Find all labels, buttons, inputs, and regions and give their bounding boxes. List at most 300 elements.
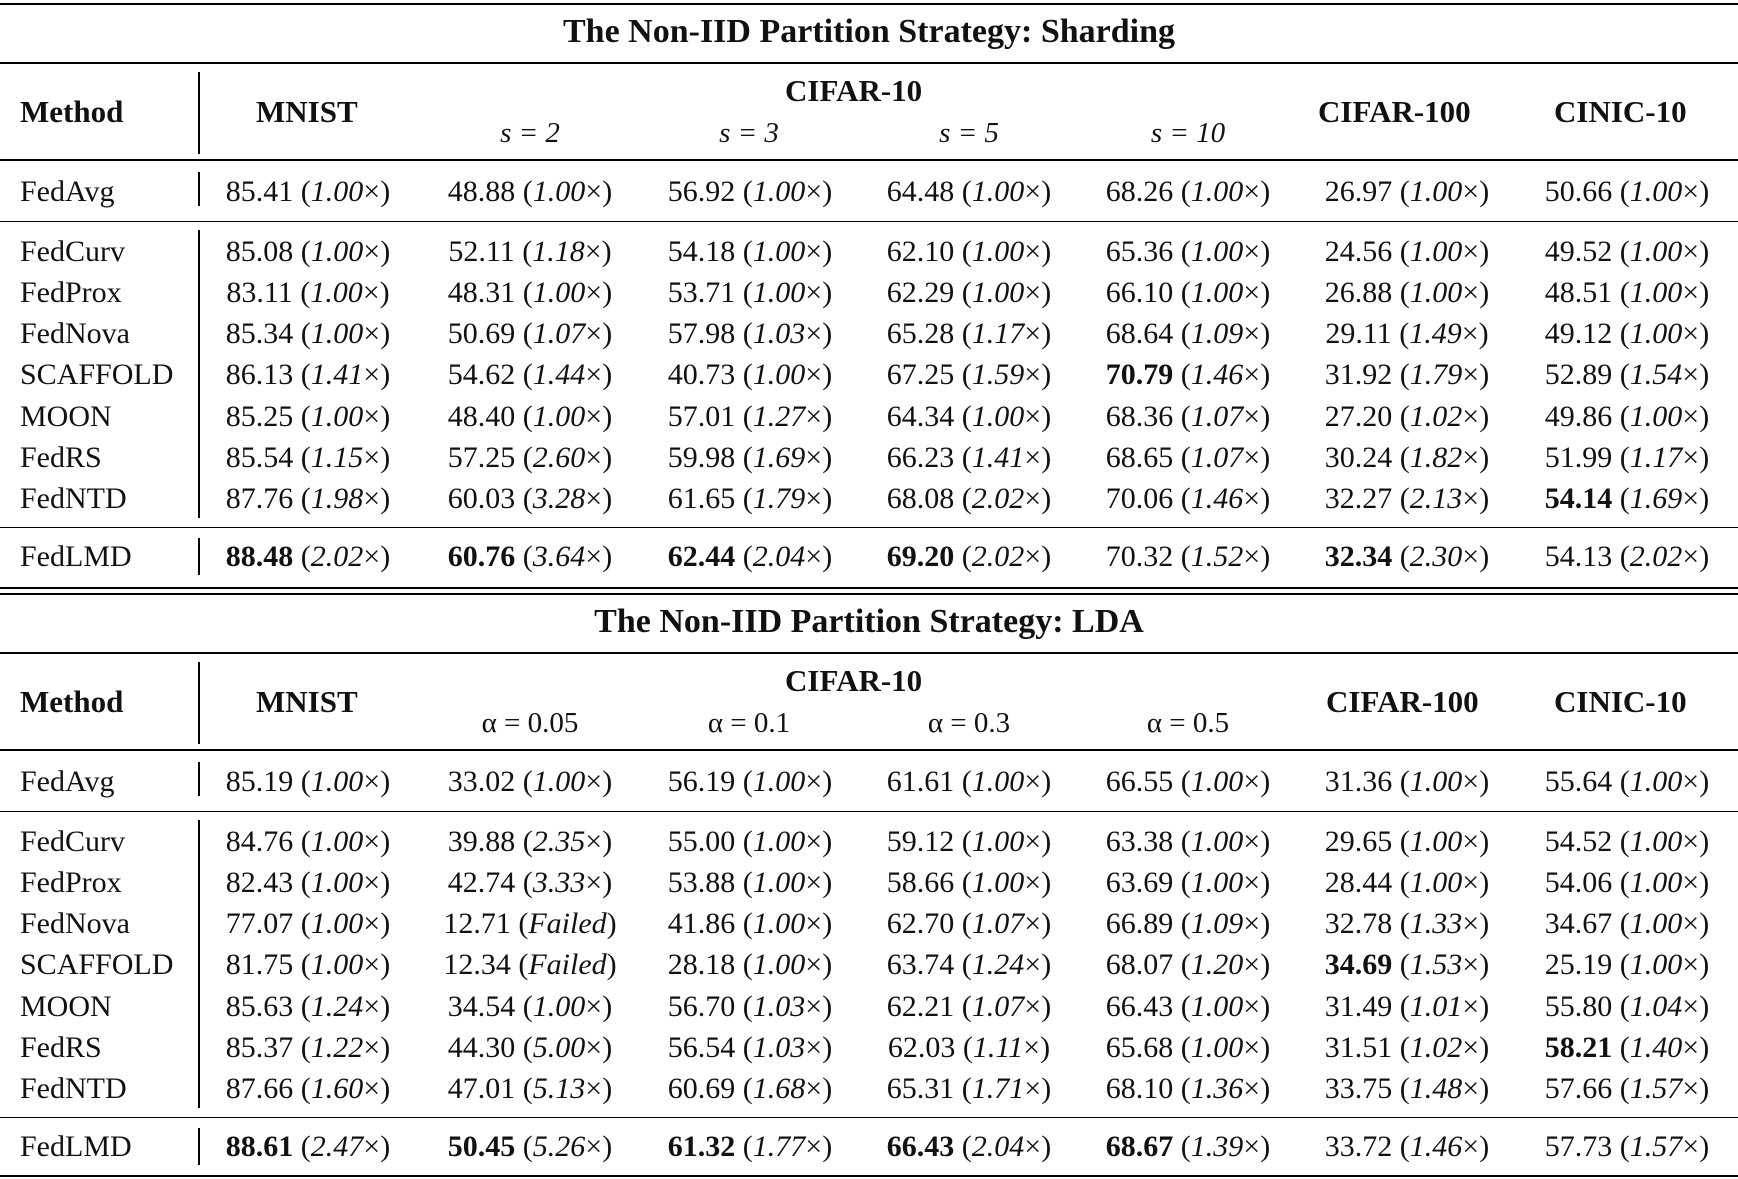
method-name: FedCurv [20,235,125,268]
col-header-cifar100: CIFAR-100 [1318,94,1471,129]
speedup-value: 1.36 [1190,1072,1244,1105]
speedup-value: 1.00 [1409,765,1463,798]
accuracy-value: 68.36 [1105,400,1174,433]
accuracy-value: 85.08 [225,235,294,268]
result-cell: 52.89 (1.54×) [1544,358,1710,391]
table-title: The Non-IID Partition Strategy: Sharding [562,13,1176,50]
accuracy-value: 81.75 [225,948,294,981]
result-cell: 26.88 (1.00×) [1324,276,1490,309]
accuracy-value: 30.24 [1324,441,1393,474]
speedup-value: 1.03 [752,317,806,350]
result-cell: 25.19 (1.00×) [1544,948,1710,981]
speedup-value: 2.02 [1629,540,1683,573]
result-cell: 62.44 (2.04×) [667,540,833,573]
accuracy-value-best: 34.69 [1324,948,1393,981]
method-name: FedCurv [20,825,125,858]
speedup-value: 1.17 [971,317,1025,350]
accuracy-value: 57.73 [1544,1130,1613,1163]
accuracy-value: 55.00 [667,825,736,858]
speedup-value: 1.03 [752,990,806,1023]
speedup-value: 1.00 [532,990,586,1023]
accuracy-value: 32.27 [1324,482,1393,515]
speedup-value: 1.00 [310,825,364,858]
speedup-value: 1.00 [752,948,806,981]
top-rule [0,3,1738,5]
accuracy-value: 85.41 [225,175,294,208]
method-name: FedAvg [20,175,115,208]
speedup-value: 1.49 [1409,317,1462,350]
speedup-value: 1.00 [1409,825,1463,858]
accuracy-value-best: 69.20 [886,540,955,573]
result-cell: 68.36 (1.07×) [1105,400,1271,433]
header-rule [0,749,1738,751]
accuracy-value: 24.56 [1324,235,1393,268]
result-cell: 28.44 (1.00×) [1324,866,1490,899]
result-cell: 53.71 (1.00×) [667,276,833,309]
result-cell: 32.78 (1.33×) [1324,907,1490,940]
result-cell: 51.99 (1.17×) [1544,441,1710,474]
speedup-value: 1.00 [1409,175,1463,208]
accuracy-value: 49.52 [1544,235,1613,268]
result-cell: 28.18 (1.00×) [667,948,833,981]
accuracy-value: 32.78 [1324,907,1393,940]
speedup-value: 1.82 [1409,441,1463,474]
accuracy-value: 63.74 [886,948,955,981]
speedup-value: 1.00 [532,175,586,208]
method-name: FedLMD [20,1130,132,1163]
result-cell: 57.66 (1.57×) [1544,1072,1710,1105]
speedup-value: 2.04 [971,1130,1025,1163]
method-name: FedNTD [20,1072,127,1105]
accuracy-value: 62.29 [886,276,955,309]
result-cell: 65.28 (1.17×) [886,317,1052,350]
result-cell: 55.64 (1.00×) [1544,765,1710,798]
result-cell: 56.54 (1.03×) [667,1031,833,1064]
accuracy-value-best: 88.61 [225,1130,294,1163]
speedup-value: 1.52 [1190,540,1244,573]
speedup-value: 1.00 [1190,276,1244,309]
result-cell: 48.40 (1.00×) [447,400,613,433]
result-cell: 62.70 (1.07×) [886,907,1052,940]
speedup-value: 1.33 [1409,907,1463,940]
accuracy-value: 39.88 [447,825,516,858]
table-row [0,354,1738,395]
speedup-value: 1.09 [1190,907,1244,940]
speedup-value: 1.41 [310,358,364,391]
result-cell: 66.89 (1.09×) [1105,907,1271,940]
col-header-mnist: MNIST [256,684,358,719]
speedup-value: 1.00 [1190,765,1244,798]
accuracy-value: 84.76 [225,825,294,858]
result-cell: 40.73 (1.00×) [667,358,833,391]
accuracy-value: 65.68 [1105,1031,1174,1064]
header-rule [0,159,1738,161]
result-cell: 68.08 (2.02×) [886,482,1052,515]
accuracy-value: 57.25 [447,441,516,474]
speedup-value: 1.00 [1629,276,1683,309]
accuracy-value: 70.32 [1105,540,1174,573]
result-cell: 65.68 (1.00×) [1105,1031,1271,1064]
speedup-value: 1.46 [1190,482,1244,515]
table-row [0,944,1738,985]
col-subheader-param: α = 0.1 [707,707,791,739]
method-name: FedProx [20,866,122,899]
result-cell: 66.43 (1.00×) [1105,990,1271,1023]
speedup-value: Failed [528,907,607,940]
accuracy-value: 26.97 [1324,175,1393,208]
result-cell: 57.73 (1.57×) [1544,1130,1710,1163]
accuracy-value: 34.54 [447,990,516,1023]
result-cell: 68.65 (1.07×) [1105,441,1271,474]
speedup-value: 1.07 [971,907,1025,940]
accuracy-value: 25.19 [1544,948,1613,981]
result-cell: 62.10 (1.00×) [886,235,1052,268]
speedup-value: 1.07 [532,317,586,350]
speedup-value: 1.57 [1629,1130,1683,1163]
col-header-cifar10: CIFAR-10 [785,73,923,108]
result-cell: 85.37 (1.22×) [225,1031,391,1064]
result-cell: 64.48 (1.00×) [886,175,1052,208]
speedup-value: 1.00 [1629,400,1683,433]
speedup-value: 1.07 [971,990,1025,1023]
table-row [0,903,1738,944]
result-cell: 33.72 (1.46×) [1324,1130,1490,1163]
speedup-value: 2.47 [310,1130,364,1163]
accuracy-value: 50.66 [1544,175,1613,208]
speedup-value: 1.00 [1190,235,1244,268]
result-cell: 69.20 (2.02×) [886,540,1052,573]
result-cell: 53.88 (1.00×) [667,866,833,899]
accuracy-value: 61.61 [886,765,955,798]
accuracy-value: 62.70 [886,907,955,940]
result-cell: 24.56 (1.00×) [1324,235,1490,268]
accuracy-value: 48.40 [447,400,516,433]
result-cell: 85.25 (1.00×) [225,400,391,433]
accuracy-value: 49.12 [1544,317,1613,350]
accuracy-value: 54.06 [1544,866,1613,899]
col-header-cinic10: CINIC-10 [1554,684,1687,719]
accuracy-value: 66.23 [886,441,955,474]
speedup-value: 1.15 [310,441,364,474]
speedup-value: 1.24 [971,948,1025,981]
speedup-value: 1.00 [752,866,806,899]
result-cell: 50.66 (1.00×) [1544,175,1710,208]
result-cell: 34.69 (1.53×) [1324,948,1490,981]
result-cell: 56.19 (1.00×) [667,765,833,798]
speedup-value: 1.22 [310,1031,364,1064]
accuracy-value: 60.03 [447,482,516,515]
accuracy-value: 63.69 [1105,866,1174,899]
speedup-value: 1.79 [752,482,806,515]
bottom-rule [0,587,1738,589]
accuracy-value: 48.31 [447,276,516,309]
result-cell: 48.31 (1.00×) [447,276,613,309]
result-cell: 32.34 (2.30×) [1324,540,1490,573]
accuracy-value: 62.03 [887,1031,956,1064]
col-header-method: Method [20,94,124,129]
result-cell: 64.34 (1.00×) [886,400,1052,433]
accuracy-value: 47.01 [447,1072,516,1105]
accuracy-value-best: 68.67 [1105,1130,1174,1163]
speedup-value: 1.00 [310,866,364,899]
speedup-value: 2.02 [971,540,1025,573]
method-name: FedProx [20,276,122,309]
speedup-value: 1.00 [1629,175,1683,208]
speedup-value: 2.60 [532,441,586,474]
accuracy-value-best: 70.79 [1105,358,1174,391]
speedup-value: 1.17 [1629,441,1683,474]
result-cell: 87.76 (1.98×) [225,482,391,515]
result-cell: 85.54 (1.15×) [225,441,391,474]
accuracy-value: 59.12 [886,825,955,858]
result-cell: 85.34 (1.00×) [225,317,391,350]
accuracy-value: 56.70 [667,990,736,1023]
accuracy-value: 55.64 [1544,765,1613,798]
accuracy-value: 64.34 [886,400,955,433]
accuracy-value: 58.66 [886,866,955,899]
accuracy-value: 66.43 [1105,990,1174,1023]
accuracy-value: 82.43 [225,866,294,899]
accuracy-value: 66.55 [1105,765,1174,798]
accuracy-value: 28.44 [1324,866,1393,899]
speedup-value: 1.48 [1409,1072,1463,1105]
accuracy-value: 85.19 [225,765,294,798]
result-cell: 59.98 (1.69×) [667,441,833,474]
result-cell: 56.70 (1.03×) [667,990,833,1023]
accuracy-value-best: 61.32 [667,1130,736,1163]
speedup-value: 1.60 [310,1072,364,1105]
accuracy-value: 85.34 [225,317,294,350]
result-cell: 48.51 (1.00×) [1544,276,1710,309]
result-cell: 27.20 (1.02×) [1324,400,1490,433]
speedup-value: 1.02 [1409,1031,1463,1064]
result-cell: 47.01 (5.13×) [447,1072,613,1105]
accuracy-value-best: 32.34 [1324,540,1393,573]
accuracy-value: 12.34 [443,948,511,981]
accuracy-value: 61.65 [667,482,736,515]
accuracy-value: 68.10 [1105,1072,1174,1105]
result-cell: 77.07 (1.00×) [225,907,391,940]
accuracy-value: 55.80 [1544,990,1613,1023]
speedup-value: 1.00 [1409,235,1463,268]
accuracy-value: 51.99 [1544,441,1613,474]
table-row [0,821,1738,862]
result-cell: 68.26 (1.00×) [1105,175,1271,208]
accuracy-value: 31.49 [1324,990,1393,1023]
speedup-value: 1.00 [310,175,364,208]
accuracy-value: 54.13 [1544,540,1613,573]
accuracy-value: 29.11 [1325,317,1392,350]
accuracy-value: 67.25 [886,358,955,391]
speedup-value: 1.57 [1629,1072,1683,1105]
accuracy-value: 70.06 [1105,482,1174,515]
result-cell: 49.52 (1.00×) [1544,235,1710,268]
result-cell: 54.52 (1.00×) [1544,825,1710,858]
table-row [0,862,1738,903]
result-cell: 68.67 (1.39×) [1105,1130,1271,1163]
speedup-value: 1.11 [972,1031,1024,1064]
accuracy-value: 68.65 [1105,441,1174,474]
speedup-value: 2.02 [310,540,364,573]
result-cell: 83.11 (1.00×) [226,276,390,309]
speedup-value: 1.18 [532,235,585,268]
method-column-divider [198,72,200,154]
group-rule [0,527,1738,528]
accuracy-value: 48.51 [1544,276,1613,309]
accuracy-value: 57.66 [1544,1072,1613,1105]
accuracy-value: 87.66 [225,1072,294,1105]
speedup-value: 2.35 [532,825,586,858]
result-cell: 70.06 (1.46×) [1105,482,1271,515]
speedup-value: 1.00 [310,400,364,433]
speedup-value: 1.00 [752,276,806,309]
result-cell: 57.25 (2.60×) [447,441,613,474]
speedup-value: 1.77 [752,1130,806,1163]
speedup-value: 1.00 [752,175,806,208]
result-cell: 55.00 (1.00×) [667,825,833,858]
result-cell: 85.63 (1.24×) [225,990,391,1023]
result-cell: 57.01 (1.27×) [667,400,833,433]
method-name: MOON [20,400,112,433]
speedup-value: 1.00 [971,825,1025,858]
speedup-value: 1.24 [310,990,364,1023]
speedup-value: 3.28 [532,482,586,515]
result-cell: 68.10 (1.36×) [1105,1072,1271,1105]
result-cell: 68.64 (1.09×) [1105,317,1271,350]
table-row [0,272,1738,313]
accuracy-value: 40.73 [667,358,736,391]
result-cell: 30.24 (1.82×) [1324,441,1490,474]
method-name: MOON [20,990,112,1023]
result-cell: 54.13 (2.02×) [1544,540,1710,573]
result-cell: 61.65 (1.79×) [667,482,833,515]
col-subheader-param: α = 0.3 [927,707,1011,739]
col-header-cinic10: CINIC-10 [1554,94,1687,129]
result-cell: 49.12 (1.00×) [1544,317,1710,350]
result-cell: 58.66 (1.00×) [886,866,1052,899]
result-cell: 63.74 (1.24×) [886,948,1052,981]
result-cell: 44.30 (5.00×) [447,1031,613,1064]
col-subheader-param: α = 0.05 [481,707,579,739]
speedup-value: 1.00 [1190,990,1244,1023]
result-cell: 70.32 (1.52×) [1105,540,1271,573]
result-cell: 70.79 (1.46×) [1105,358,1271,391]
method-name: FedNTD [20,482,127,515]
accuracy-value: 64.48 [886,175,955,208]
accuracy-value: 85.37 [225,1031,294,1064]
group-rule [0,221,1738,222]
table-row [0,478,1738,519]
result-cell: 32.27 (2.13×) [1324,482,1490,515]
speedup-value: 1.00 [752,825,806,858]
result-cell: 54.18 (1.00×) [667,235,833,268]
speedup-value: 1.02 [1409,400,1463,433]
group-rule [0,1117,1738,1118]
result-cell: 54.14 (1.69×) [1544,482,1710,515]
result-cell: 81.75 (1.00×) [225,948,391,981]
speedup-value: 1.39 [1190,1130,1244,1163]
accuracy-value: 41.86 [667,907,736,940]
speedup-value: Failed [528,948,607,981]
accuracy-value: 53.88 [667,866,736,899]
speedup-value: 1.40 [1629,1031,1683,1064]
col-header-cifar100: CIFAR-100 [1326,684,1479,719]
speedup-value: 1.54 [1629,358,1683,391]
speedup-value: 5.00 [532,1031,586,1064]
accuracy-value: 57.01 [667,400,736,433]
result-cell: 65.31 (1.71×) [886,1072,1052,1105]
accuracy-value-best: 62.44 [667,540,736,573]
speedup-value: 1.00 [1629,907,1683,940]
accuracy-value: 62.21 [886,990,955,1023]
col-subheader-param: s = 2 [500,117,560,149]
result-cell: 63.38 (1.00×) [1105,825,1271,858]
speedup-value: 1.00 [971,400,1025,433]
speedup-value: 1.03 [752,1031,806,1064]
accuracy-value: 49.86 [1544,400,1613,433]
method-name: FedRS [20,1031,102,1064]
speedup-value: 1.07 [1190,441,1244,474]
accuracy-value-best: 60.76 [447,540,516,573]
accuracy-value: 62.10 [886,235,955,268]
accuracy-value: 85.63 [225,990,294,1023]
speedup-value: 2.04 [752,540,806,573]
result-cell: 86.13 (1.41×) [225,358,391,391]
speedup-value: 2.02 [971,482,1025,515]
col-subheader-param: s = 10 [1150,117,1226,149]
title-rule [0,62,1738,64]
result-cell: 88.48 (2.02×) [225,540,391,573]
table-row [0,231,1738,272]
speedup-value: 1.53 [1409,948,1463,981]
method-name: FedNova [20,317,130,350]
col-header-mnist: MNIST [256,94,358,129]
accuracy-value: 68.07 [1105,948,1174,981]
result-cell: 58.21 (1.40×) [1544,1031,1710,1064]
result-cell: 67.25 (1.59×) [886,358,1052,391]
result-cell: 54.06 (1.00×) [1544,866,1710,899]
accuracy-value: 12.71 [443,907,511,940]
result-cell: 29.11 (1.49×) [1325,317,1489,350]
speedup-value: 1.07 [1190,400,1244,433]
speedup-value: 3.33 [532,866,586,899]
speedup-value: 3.64 [532,540,586,573]
accuracy-value-best: 50.45 [447,1130,516,1163]
col-header-method: Method [20,684,124,719]
speedup-value: 1.00 [1629,235,1683,268]
speedup-value: 1.00 [1629,825,1683,858]
accuracy-value: 65.31 [886,1072,955,1105]
speedup-value: 1.01 [1409,990,1463,1023]
accuracy-value: 65.28 [886,317,955,350]
speedup-value: 1.46 [1190,358,1244,391]
result-cell: 31.51 (1.02×) [1324,1031,1490,1064]
accuracy-value-best: 88.48 [225,540,294,573]
accuracy-value: 54.52 [1544,825,1613,858]
result-cell: 48.88 (1.00×) [447,175,613,208]
table-row [0,437,1738,478]
speedup-value: 1.04 [1629,990,1683,1023]
speedup-value: 1.59 [971,358,1025,391]
speedup-value: 1.00 [752,358,806,391]
accuracy-value-best: 66.43 [886,1130,955,1163]
speedup-value: 1.00 [310,235,364,268]
accuracy-value: 34.67 [1544,907,1613,940]
speedup-value: 1.68 [752,1072,806,1105]
speedup-value: 1.27 [752,400,806,433]
result-cell: 29.65 (1.00×) [1324,825,1490,858]
table-row [0,761,1738,802]
